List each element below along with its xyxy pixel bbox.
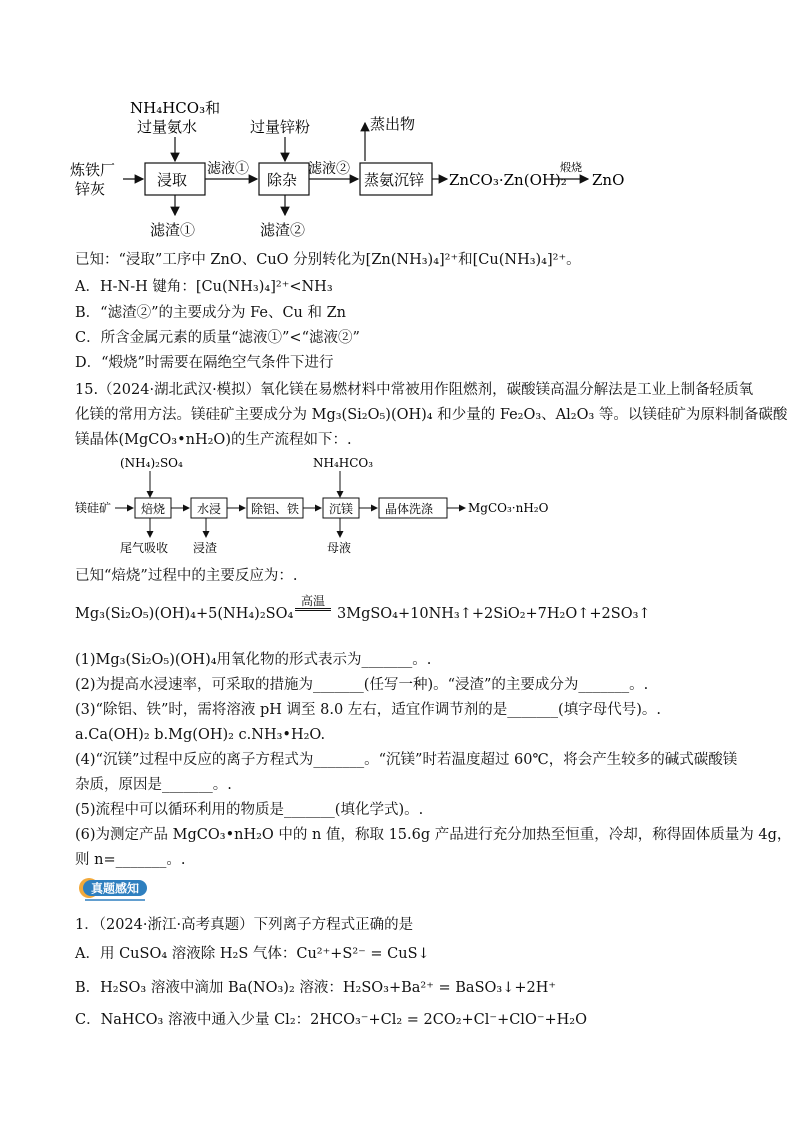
- flow1-zinc-input: 过量锌粉: [250, 118, 311, 136]
- magnesium-process-flowchart: [75, 445, 595, 560]
- flow2-out-3: 母液: [327, 541, 352, 555]
- q15-part-3-options: a.Ca(OH)₂ b.Mg(OH)₂ c.NH₃•H₂O.: [75, 727, 326, 743]
- flow1-calcine: 煅烧: [560, 161, 582, 174]
- q15-stem-3: 镁晶体(MgCO₃•nH₂O)的生产流程如下：.: [75, 432, 352, 448]
- q15-part-4b: 杂质，原因是_______。.: [75, 777, 232, 793]
- q14-option-d: D．“煅烧”时需要在隔绝空气条件下进行: [75, 355, 334, 371]
- badge-label: 真题感知: [91, 881, 140, 896]
- flow1-raw-2: 锌灰: [75, 180, 106, 198]
- flow2-box-wash-label: 晶体洗涤: [385, 502, 434, 516]
- roast-equation: [75, 594, 735, 634]
- equation-condition: 高温: [295, 594, 331, 611]
- q15-part-2: (2)为提高水浸速率，可采取的措施为_______(任写一种)。“浸渣”的主要成分为_______。.: [75, 677, 649, 693]
- q15-part-5: (5)流程中可以循环利用的物质是_______(填化学式)。.: [75, 802, 424, 818]
- q15-part-1: (1)Mg₃(Si₂O₅)(OH)₄用氧化物的形式表示为_______。.: [75, 652, 432, 668]
- q15-part-3: (3)“除铝、铁”时，需将溶液 pH 调至 8.0 左右，适宜作调节剂的是_______(填字母代号)。.: [75, 702, 661, 718]
- flow2-out-1: 尾气吸收: [120, 541, 169, 555]
- flow1-product: ZnCO₃·Zn(OH)₂: [449, 171, 567, 189]
- zhenti-q1-option-a: A．用 CuSO₄ 溶液除 H₂S 气体：Cu²⁺+S²⁻ = CuS↓: [75, 946, 430, 962]
- flow1-input-top-1: NH₄HCO₃和: [130, 99, 221, 117]
- flow2-box-roast-label: 焙烧: [141, 502, 166, 516]
- q14-option-a: A．H-N-H 键角：[Cu(NH₃)₄]²⁺<NH₃: [75, 279, 333, 295]
- flow2-product: MgCO₃·nH₂O: [468, 501, 549, 515]
- flow1-input-top-2: 过量氨水: [137, 118, 198, 136]
- section-badge: [75, 876, 153, 904]
- q15-stem-1: 15.（2024·湖北武汉·模拟）氧化镁在易燃材料中常被用作阻燃剂，碳酸镁高温分解法是工业上制备轻质氧: [75, 382, 754, 398]
- q14-option-c: C．所含金属元素的质量“滤液①”<“滤液②”: [75, 330, 360, 346]
- flow2-box-remove-label: 除铝、铁: [251, 502, 300, 516]
- q14-known: 已知：“浸取”工序中 ZnO、CuO 分别转化为[Zn(NH₃)₄]²⁺和[Cu(NH₃)₄]²⁺。: [75, 252, 581, 268]
- badge-graphic: [75, 876, 153, 904]
- flow1-residue-1: 滤渣①: [150, 221, 196, 239]
- flow1-box-precipitate-label: 蒸氨沉锌: [364, 171, 425, 189]
- flow2-box-water-label: 水浸: [197, 502, 222, 516]
- equation-left: Mg₃(Si₂O₅)(OH)₄+5(NH₄)₂SO₄: [75, 606, 294, 622]
- q15-part-6a: (6)为测定产品 MgCO₃•nH₂O 中的 n 值，称取 15.6g 产品进行充分加热至恒重，冷却，称得固体质量为 4g，: [75, 827, 792, 843]
- flow1-raw-1: 炼铁厂: [70, 161, 116, 179]
- flow2-raw: 镁硅矿: [75, 501, 112, 515]
- flow2-box-precip-label: 沉镁: [329, 502, 354, 516]
- q15-known: 已知“焙烧”过程中的主要反应为：.: [75, 568, 298, 584]
- flow1-filtrate-2: 滤液②: [308, 161, 350, 177]
- flow1-filtrate-1: 滤液①: [207, 161, 249, 177]
- q15-stem-2: 化镁的常用方法。镁硅矿主要成分为 Mg₃(Si₂O₅)(OH)₄ 和少量的 Fe₂O₃、Al₂O₃ 等。以镁硅矿为原料制备碳酸: [75, 407, 788, 423]
- flow1-final: ZnO: [592, 171, 625, 189]
- zhenti-q1-stem: 1．（2024·浙江·高考真题）下列离子方程式正确的是: [75, 917, 414, 933]
- flow1-box-leach-label: 浸取: [157, 171, 188, 189]
- flow1-vapor: 蒸出物: [370, 115, 416, 133]
- q15-part-6b: 则 n=_______。.: [75, 852, 186, 868]
- q14-option-b: B．“滤渣②”的主要成分为 Fe、Cu 和 Zn: [75, 305, 347, 321]
- zhenti-q1-option-c: C．NaHCO₃ 溶液中通入少量 Cl₂：2HCO₃⁻+Cl₂ = 2CO₂+Cl⁻+ClO⁻+H₂O: [75, 1012, 587, 1028]
- flow1-box-purify-label: 除杂: [267, 171, 298, 189]
- flow2-reagent-2: NH₄HCO₃: [313, 456, 374, 470]
- zhenti-q1-option-b: B．H₂SO₃ 溶液中滴加 Ba(NO₃)₂ 溶液：H₂SO₃+Ba²⁺ = BaSO₃↓+2H⁺: [75, 980, 557, 996]
- flow1-residue-2: 滤渣②: [260, 221, 306, 239]
- flow2-reagent-1: (NH₄)₂SO₄: [120, 456, 183, 470]
- flow2-out-2: 浸渣: [193, 541, 218, 555]
- zinc-process-flowchart: [65, 95, 705, 245]
- q15-part-4a: (4)“沉镁”过程中反应的离子方程式为_______。“沉镁”时若温度超过 60℃，将会产生较多的碱式碳酸镁: [75, 752, 738, 768]
- equation-right: 3MgSO₄+10NH₃↑+2SiO₂+7H₂O↑+2SO₃↑: [337, 606, 651, 622]
